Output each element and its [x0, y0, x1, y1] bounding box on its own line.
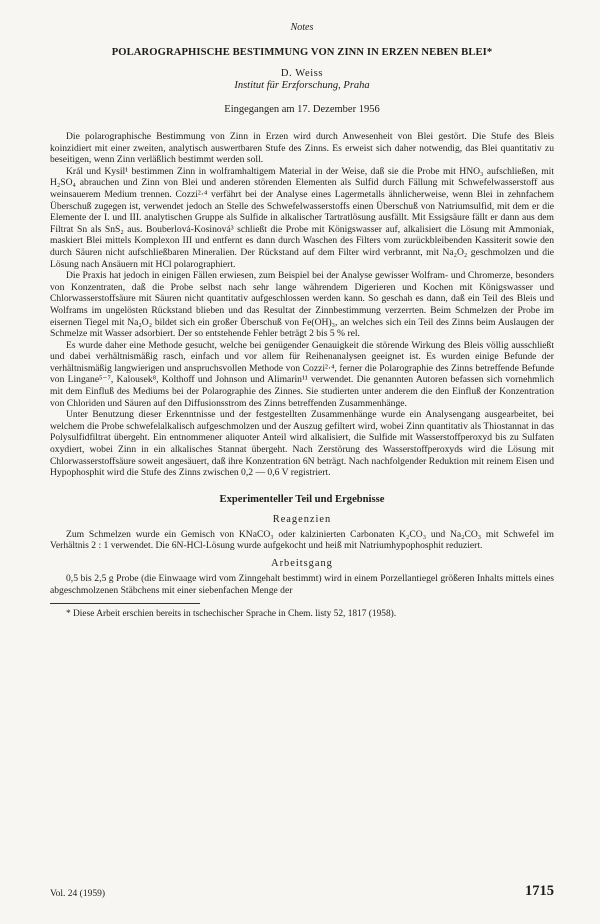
volume-info: Vol. 24 (1959) [50, 889, 105, 899]
received-date: Eingegangen am 17. Dezember 1956 [224, 104, 380, 115]
procedure-paragraph: 0,5 bis 2,5 g Probe (die Einwaage wird vom Zinngehalt bestimmt) wird in einem Porzellantiegel größeren Inhalts mittels eines abgeschmolzenen Stäbchens mit einer siebenfachen Menge der [50, 573, 554, 596]
page-footer [50, 883, 554, 905]
body-paragraph: Die polarographische Bestimmung von Zinn in Erzen wird durch Anwesenheit von Blei gestört. Die Stufe des Bleis koinzidiert mit einer zweiten, analytisch auswertbaren Stufe des Zinns. Es erweist sich daher notwendig, das Blei quantitativ zu beseitigen, wenn Zinn verläßlich bestimmt werden soll. [50, 131, 554, 166]
reagents-paragraph: Zum Schmelzen wurde ein Gemisch von KNaCO₃ oder kalzinierten Carbonaten K₂CO₃ und Na₂CO₃ mit Schwefel im Verhältnis 2 : 1 verwendet. Die 6N-HCl-Lösung wurde aufgekocht und heiß mit Natriumhypophosphit reduziert. [50, 528, 554, 552]
page-number: 1715 [525, 883, 554, 899]
body-paragraph: Král und Kysil¹ bestimmen Zinn in wolframhaltigem Material in der Weise, daß sie die Probe mit HNO₃ aufschließen, mit H₂SO₄ abrauchen und Zinn von Blei und anderen störenden Elementen als Sulfid durch Fällung mit Schwefelwasserstoff aus weinsauerem Medium trennen. Cozzi²·⁴ verfährt bei der Analyse eines Lagermetalls ähnlicherweise, wenn Blei in zehnfachem Überschuß zugegen ist, verwendet jedoch an Stelle des Schwefelwasserstoffs einen Überschuß von Natriumsulfid, mit dem er die Elemente der I. und III. analytischen Gruppe als Sulfide in alkalischer Tartratlösung ausfällt. Mit Essigsäure fällt er dann aus dem Filtrat Sn als SnS₂ aus. Bouberlová-Kosinová³ schließt die Probe mit Königswasser auf, alkalisiert die Lösung mit Ammoniak, maskiert Blei mittels Komplexon III und entfernt es dann durch Waschen des Filters vom zurückbleibenden Kassiterit sowie den durch Säuren nicht aufschließbaren Mineralien. Der Rückstand auf dem Filter wird verbrannt, mit Na₂O₂ geschmolzen und die Lösung nach Ansäuern mit HCl polarographiert. [50, 165, 554, 270]
section-heading: Experimenteller Teil und Ergebnisse [219, 493, 385, 505]
procedure-heading: Arbeitsgang [271, 558, 333, 569]
footnote: * Diese Arbeit erschien bereits in tschechischer Sprache in Chem. listy 52, 1817 (1958). [66, 609, 397, 620]
body-paragraph: Unter Benutzung dieser Erkenntnisse und der festgestellten Zusammenhänge wurde ein Analysengang ausgearbeitet, bei welchem die Probe schwefelalkalisch aufgeschmolzen und der Auszug gefiltert wird, wobei Zinn quantitativ als Thiostannat in das Polysulfidfiltrat übergeht. Ein entnommener aliquoter Anteil wird alkalisiert, die Sulfide mit Wasserstoffperoxyd bis zu Sulfaten oxydiert, wobei Zinn in ein alkalisches Stannat übergeht. Nach Zerstörung des Wasserstoffperoxyds wird die Lösung mit Chlorwasserstoffsäure soweit angesäuert, daß ihre Konzentration 6N beträgt. Nach nachfolgender Reduktion mit reinem Eisen und Hypophosphit wird die Stufe des Zinns zwischen 0,2 — 0,6 V registriert. [50, 409, 554, 479]
page-content [50, 22, 554, 620]
institution: Institut für Erzforschung, Praha [234, 80, 370, 91]
running-head: Notes [290, 22, 314, 33]
body-paragraph: Die Praxis hat jedoch in einigen Fällen erwiesen, zum Beispiel bei der Analyse gewisser Wolfram- und Chromerze, besonders von Konzentraten, daß die Probe selbst nach sehr lange währendem Digerieren und Kochen mit Königswasser und Chlorwasserstoffsäure mit Säuren nicht quantitativ aufgeschlossen werden kann. So geschah es dann, daß ein Teil des Bleis und Wolframs im ungelösten Rückstand blieben und das Resultat der Zinnbestimmung verzerrten. Beim Schmelzen der Probe im eisernen Tiegel mit Na₂O₂ bildet sich ein großer Überschuß von Fe(OH)₃, an welches sich ein Teil des Zinns beim Auslaugen der Schmelze mit Wasser adsorbiert. Der so entstehende Fehler beträgt 2 bis 5 % rel. [50, 270, 554, 340]
author: D. Weiss [280, 68, 324, 79]
reagents-heading: Reagenzien [272, 513, 332, 525]
footnote-rule [50, 603, 200, 604]
body-paragraph: Es wurde daher eine Methode gesucht, welche bei genügender Genauigkeit die störende Wirkung des Bleis völlig ausschließt und dabei verhältnismäßig rasch, einfach und vor allem für Reihenanalysen geeignet ist. Es wurden einige Befunde der verhältnismäßig langwierigen und anspruchsvollen Methode von Cozzi²·⁴, ferner die Polarographie des Zinns betreffende Befunde von Lingane⁵⁻⁷, Kalousek⁸, Kolthoff und Johnson und Alimarin¹¹ verwendet. Die genannten Autoren befassen sich vornehmlich mit dem Einfluß des Mediums bei der Polarographie des Zinnes. Sie studierten unter anderem die den Einfluß der Konzentration von Chloriden und Säuren auf den Diffusionsstrom des Zinns betreffenden Zusammenhänge. [50, 339, 554, 409]
article-title: POLAROGRAPHISCHE BESTIMMUNG VON ZINN IN ERZEN NEBEN BLEI* [111, 47, 493, 58]
